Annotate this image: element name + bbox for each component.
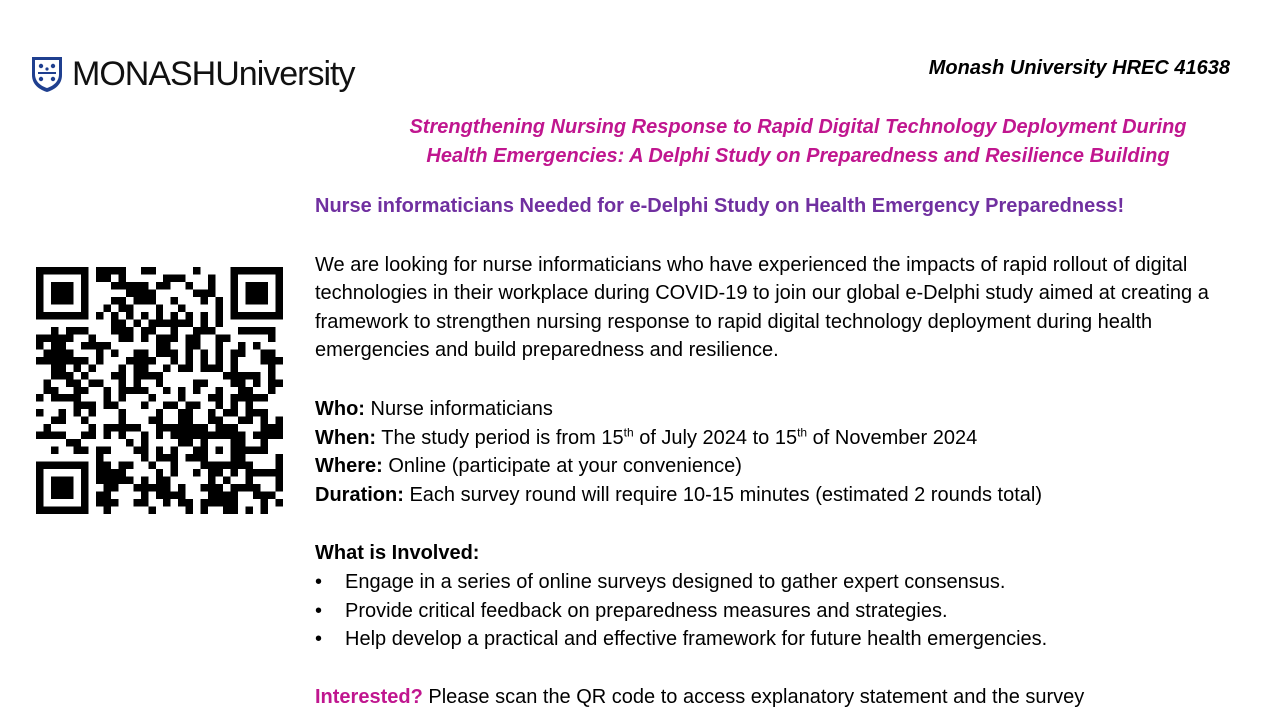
where-label: Where: <box>315 455 383 478</box>
who-value: Nurse informaticians <box>364 397 553 420</box>
bullet-icon: • <box>315 628 323 651</box>
bullet-icon: • <box>315 599 323 622</box>
involved-heading: What is Involved: <box>315 542 480 565</box>
list-item-text: Help develop a practical and effective framework for future health emergencies. <box>345 628 1048 651</box>
main-content <box>315 192 1255 711</box>
logo-word-university: University <box>215 55 355 93</box>
when-text-1: The study period is from 15 <box>376 426 624 449</box>
when-sup-1: th <box>623 424 634 439</box>
list-item <box>315 625 1255 654</box>
detail-where <box>315 452 1255 481</box>
when-sup-2: th <box>797 424 808 439</box>
list-item-text: Engage in a series of online surveys designed to gather expert consensus. <box>345 570 1006 593</box>
detail-when <box>315 424 1255 453</box>
when-text-3: of November 2024 <box>807 426 978 449</box>
when-text-2: of July 2024 to 15 <box>633 426 798 449</box>
monash-logo <box>30 54 354 94</box>
detail-duration <box>315 481 1255 510</box>
cta-label: Interested? <box>315 685 423 708</box>
title-line-2: Health Emergencies: A Delphi Study on Preparedness and Resilience Building <box>426 145 1170 167</box>
when-label: When: <box>315 426 377 449</box>
involved-list <box>315 568 1255 654</box>
logo-wordmark <box>72 57 354 91</box>
list-item <box>315 568 1255 597</box>
logo-word-monash: MONASH <box>72 55 216 93</box>
bullet-icon: • <box>315 570 323 593</box>
study-title <box>368 113 1228 171</box>
duration-label: Duration: <box>315 483 404 506</box>
cta-text: Please scan the QR code to access explanatory statement and the survey <box>422 685 1085 708</box>
duration-value: Each survey round will require 10-15 minutes (estimated 2 rounds total) <box>403 483 1042 506</box>
intro-paragraph: We are looking for nurse informaticians who have experienced the impacts of rapid rollout of digital technologies in their workplace during COVID-19 to join our global e-Delphi study aimed at creating a framework to strengthen nursing response to rapid digital technology deployment during health emergencies and build preparedness and resilience. <box>315 253 1209 362</box>
call-to-action <box>315 683 1255 712</box>
detail-who <box>315 395 1255 424</box>
who-label: Who: <box>315 397 365 420</box>
title-line-1: Strengthening Nursing Response to Rapid Digital Technology Deployment During <box>409 116 1187 138</box>
where-value: Online (participate at your convenience) <box>382 455 742 478</box>
qr-code[interactable] <box>36 267 283 514</box>
recruitment-headline: Nurse informaticians Needed for e-Delphi Study on Health Emergency Preparedness! <box>315 195 1125 217</box>
list-item <box>315 597 1255 626</box>
monash-crest-icon <box>30 55 64 93</box>
hrec-number: Monash University HREC 41638 <box>928 57 1230 79</box>
study-details <box>315 395 1255 509</box>
list-item-text: Provide critical feedback on preparedness measures and strategies. <box>345 599 948 622</box>
